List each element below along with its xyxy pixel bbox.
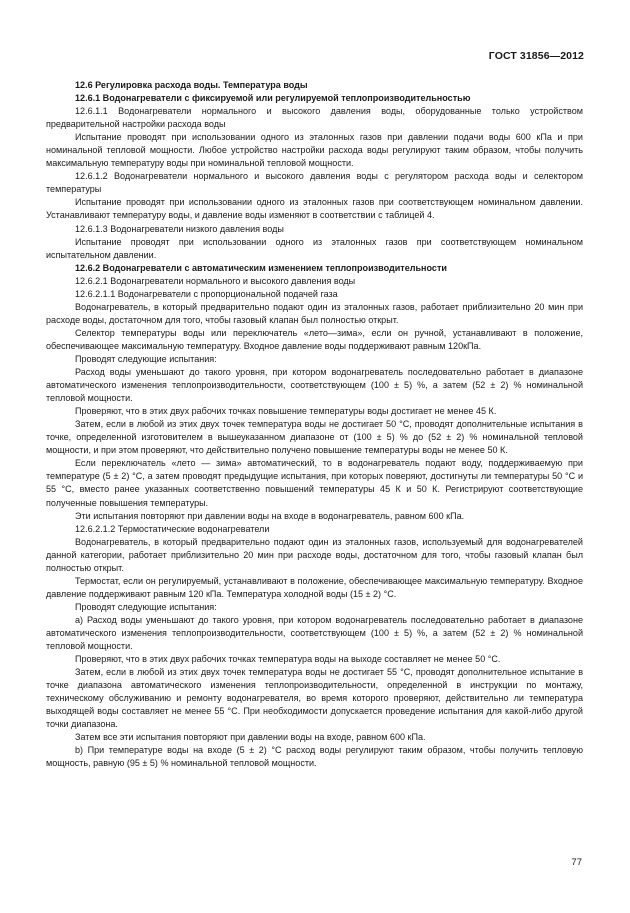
- paragraph: a) Расход воды уменьшают до такого уровня, при котором водонагреватель последовательно работает в диапазоне автоматического изменения теплопроизводительности, соответствующем (100 ± 5) %, а затем (52 ± 2) % номинальной тепловой мощности.: [46, 614, 583, 652]
- paragraph: Селектор температуры воды или переключатель «лето—зима», если он ручной, устанавливают в положение, обеспечивающее максимальную температуру. Входное давление воды поддерживают равным 120кПа.: [46, 327, 583, 351]
- paragraph: 12.6.2.1 Водонагреватели нормального и высокого давления воды: [75, 275, 356, 286]
- section-heading: 12.6.2 Водонагреватели с автоматическим изменением теплопроизводительности: [75, 262, 447, 273]
- paragraph: Затем, если в любой из этих двух точек температура воды не достигает 55 °С, проводят дополнительное испытание в точке диапазона автоматического изменения теплопроизводительности, определенной в инструкции по монтажу, техническому обслуживанию и ремонту водонагревателя, во время которого проверяют, действительно ли температура выходящей воды составляет не менее 55 °С. При необходимости допускается проведение испытания для какой-либо другой точки диапазона.: [46, 667, 583, 730]
- paragraph: 12.6.1.3 Водонагреватели низкого давления воды: [75, 223, 284, 234]
- paragraph: Расход воды уменьшают до такого уровня, при котором водонагреватель последовательно работает в диапазоне автоматического изменения теплопроизводительности, соответствующем (100 ± 5) %, а затем (52 ± 2) % номинальной тепловой мощности.: [46, 367, 583, 404]
- paragraph: Затем все эти испытания повторяют при давлении воды на входе, равном 600 кПа.: [75, 732, 426, 743]
- paragraph: 12.6.1.1 Водонагреватели нормального и высокого давления воды, оборудованные только устройством предварительной настройки расхода воды: [46, 106, 583, 130]
- paragraph: Эти испытания повторяют при давлении воды на входе в водонагреватель, равном 600 кПа.: [75, 510, 465, 521]
- standard-designation: ГОСТ 31856—2012: [488, 50, 584, 62]
- paragraph: Проводят следующие испытания:: [75, 601, 217, 612]
- paragraph: 12.6.2.1.2 Термостатические водонагреватели: [75, 523, 270, 534]
- paragraph: Термостат, если он регулируемый, устанавливают в положение, обеспечивающее максимальную температуру. Входное давление поддерживают равным 120 кПа. Температура холодной воды (15 ± 2) °С.: [46, 575, 583, 599]
- paragraph: 12.6.1.2 Водонагреватели нормального и высокого давления воды с регулятором расхода воды и селектором температуры: [46, 171, 583, 195]
- paragraph: 12.6.2.1.1 Водонагреватели с пропорциональной подачей газа: [75, 288, 338, 299]
- paragraph: Проверяют, что в этих двух рабочих точках температура воды на выходе составляет не менее 50 °С.: [75, 654, 501, 665]
- section-heading: 12.6 Регулировка расхода воды. Температура воды: [75, 80, 308, 90]
- paragraph: Проверяют, что в этих двух рабочих точках повышение температуры воды достигает не менее 45 К.: [75, 406, 497, 417]
- paragraph: Водонагреватель, в который предварительно подают один из эталонных газов, работает приблизительно 20 мин при расходе воды, достаточном для того, чтобы газовый клапан был полностью открыт.: [46, 301, 583, 325]
- section-heading: 12.6.1 Водонагреватели с фиксируемой или регулируемой теплопроизводительностью: [75, 93, 471, 104]
- paragraph: Испытание проводят при использовании одного из эталонных газов при соответствующем номинальном испытательном давлении.: [46, 236, 583, 260]
- paragraph: Испытание проводят при использовании одного из эталонных газов при соответствующем номинальном давлении. Устанавливают температуру воды, и давление воды изменяют в соответствии с таблицей 4.: [46, 197, 583, 221]
- page-number: 77: [571, 857, 582, 868]
- paragraph: Водонагреватель, в который предварительно подают один из эталонных газов, используемый для водонагревателей данной категории, работает приблизительно 20 мин при расходе воды, достаточном для того, чтобы газовый клапан был полностью открыт.: [46, 536, 583, 573]
- paragraph: Проводят следующие испытания:: [75, 353, 217, 364]
- paragraph: Испытание проводят при использовании одного из эталонных газов при давлении подачи воды 600 кПа и при номинальной тепловой мощности. Любое устройство настройки расхода воды регулируют таким образом, чтобы получить максимальную температуру воды при номинальной тепловой мощности.: [46, 132, 583, 169]
- document-body: [46, 79, 583, 770]
- paragraph: b) При температуре воды на входе (5 ± 2) °С расход воды регулируют таким образом, чтобы получить тепловую мощность, равную (95 ± 5) % номинальной тепловой мощности.: [46, 745, 583, 769]
- paragraph: Затем, если в любой из этих двух точек температура воды не достигает 50 °С, проводят дополнительные испытания в точке, определенной изготовителем в вышеуказанном диапазоне от (100 ± 5) % до (52 ± 2) % номинальной тепловой мощности, и при этом проверяют, что действительно получено повышение температуры воды не менее 50 К.: [46, 419, 583, 456]
- paragraph: Если переключатель «лето — зима» автоматический, то в водонагреватель подают воду, поддерживаемую при температуре (5 ± 2) °С, а затем проводят предыдущие испытания, при которых поверяют, достигнуты ли температуры 50 °С и 55 °С, вместо ранее указанных соответственно повышений температуры 45 К и 50 К. Регистрируют соответствующие полученные повышения температуры.: [46, 458, 583, 508]
